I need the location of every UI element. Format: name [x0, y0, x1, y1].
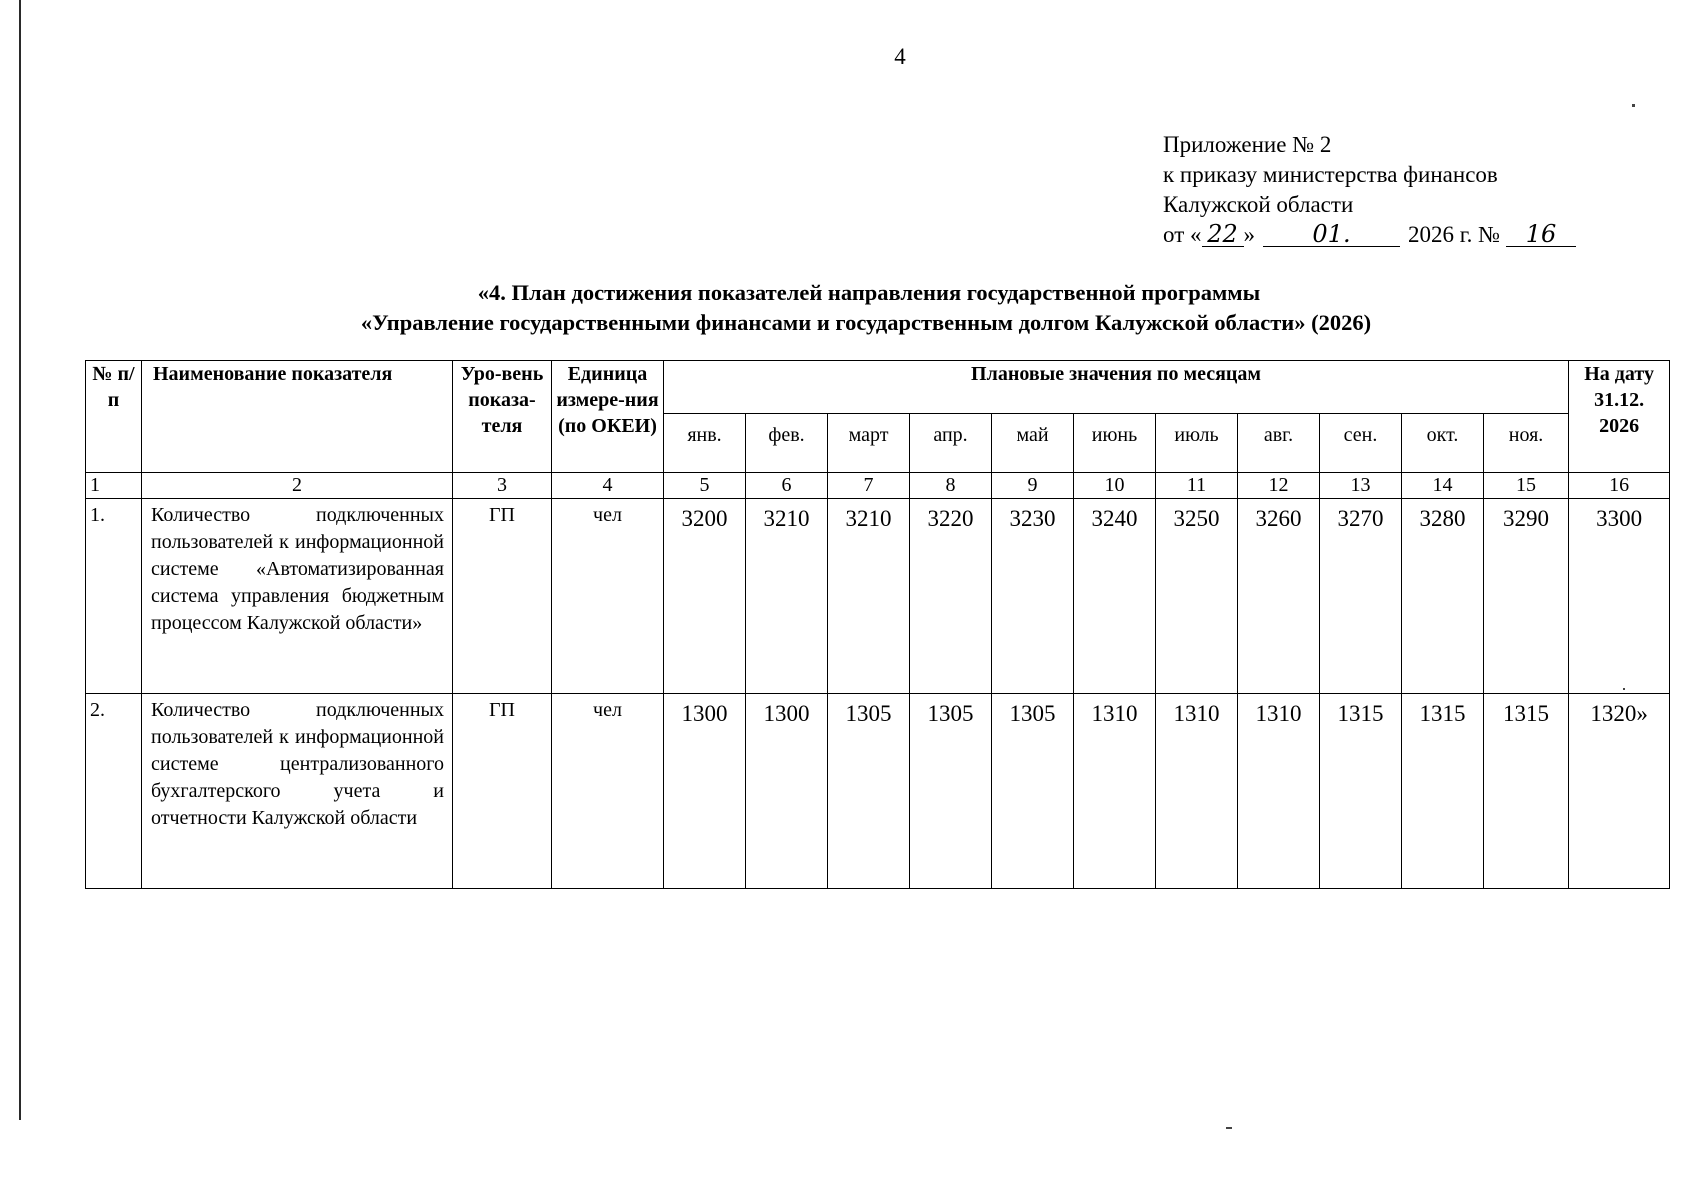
indicator-level: ГП — [453, 694, 552, 889]
date-day-close: » — [1243, 222, 1255, 247]
month-value: 1305 — [910, 694, 992, 889]
month-value: 1305 — [828, 694, 910, 889]
column-number: 10 — [1074, 473, 1156, 499]
column-number: 7 — [828, 473, 910, 499]
column-number: 4 — [552, 473, 664, 499]
column-number: 13 — [1320, 473, 1402, 499]
column-number: 16 — [1569, 473, 1670, 499]
page-number: 4 — [894, 44, 906, 69]
indicator-level: ГП — [453, 499, 552, 694]
column-number: 15 — [1484, 473, 1569, 499]
table-row — [86, 499, 1670, 694]
appendix-line3: Калужской области — [1163, 192, 1354, 217]
date-prefix: от « — [1163, 222, 1202, 247]
column-number: 9 — [992, 473, 1074, 499]
month-value: 3220 — [910, 499, 992, 694]
handwritten-month: 01. — [1263, 222, 1400, 247]
month-value: 3270 — [1320, 499, 1402, 694]
month-header: март — [828, 414, 910, 473]
indicator-unit: чел — [552, 694, 664, 889]
month-value: 3280 — [1402, 499, 1484, 694]
month-header: май — [992, 414, 1074, 473]
appendix-line1: Приложение № 2 — [1163, 132, 1332, 157]
indicator-name: Количество подключенных пользователей к информационной системе централизованного бухгалтерского учета и отчетности Калужской области — [142, 694, 453, 889]
appendix-line2: к приказу министерства финансов — [1163, 162, 1498, 187]
indicator-name: Количество подключенных пользователей к информационной системе «Автоматизированная система управления бюджетным процессом Калужской области» — [142, 499, 453, 694]
header-unit: Единица измере-ния (по ОКЕИ) — [552, 361, 664, 473]
month-header: июнь — [1074, 414, 1156, 473]
row-number: 2. — [86, 694, 142, 889]
appendix-block — [1163, 130, 1576, 250]
month-value: 1300 — [664, 694, 746, 889]
title-line1: «4. План достижения показателей направления государственной программы — [477, 280, 1261, 305]
month-value: 1310 — [1074, 694, 1156, 889]
appendix-date-line — [1163, 220, 1576, 250]
month-value: 3250 — [1156, 499, 1238, 694]
column-number: 6 — [746, 473, 828, 499]
month-header: янв. — [664, 414, 746, 473]
handwritten-day: 22 — [1202, 222, 1244, 247]
table-row — [86, 694, 1670, 889]
month-value: 1315 — [1320, 694, 1402, 889]
end-value: 1320» — [1569, 694, 1670, 889]
month-header: апр. — [910, 414, 992, 473]
month-value: 1315 — [1484, 694, 1569, 889]
column-number: 2 — [142, 473, 453, 499]
indicator-unit: чел — [552, 499, 664, 694]
header-num: № п/п — [86, 361, 142, 473]
plan-table — [85, 360, 1670, 889]
date-year: 2026 г. № — [1408, 222, 1501, 247]
handwritten-order-number: 16 — [1506, 222, 1576, 247]
scan-speck — [1632, 104, 1635, 107]
column-number: 8 — [910, 473, 992, 499]
month-value: 1315 — [1402, 694, 1484, 889]
title-line2: «Управление государственными финансами и государственным долгом Калужской области» (2026) — [360, 310, 1372, 335]
column-number: 11 — [1156, 473, 1238, 499]
month-header: окт. — [1402, 414, 1484, 473]
scan-speck — [1226, 1127, 1232, 1129]
month-value: 1300 — [746, 694, 828, 889]
month-header: ноя. — [1484, 414, 1569, 473]
month-value: 1310 — [1156, 694, 1238, 889]
column-number: 14 — [1402, 473, 1484, 499]
month-value: 1305 — [992, 694, 1074, 889]
scan-margin-line — [19, 0, 21, 1120]
document-title — [0, 278, 1690, 338]
month-header: авг. — [1238, 414, 1320, 473]
month-value: 3210 — [828, 499, 910, 694]
month-value: 3210 — [746, 499, 828, 694]
end-value: 3300 — [1569, 499, 1670, 694]
month-value: 3200 — [664, 499, 746, 694]
row-number: 1. — [86, 499, 142, 694]
column-number: 3 — [453, 473, 552, 499]
month-header: фев. — [746, 414, 828, 473]
month-value: 3240 — [1074, 499, 1156, 694]
month-header: сен. — [1320, 414, 1402, 473]
month-value: 3230 — [992, 499, 1074, 694]
column-number: 1 — [86, 473, 142, 499]
column-number: 12 — [1238, 473, 1320, 499]
column-number: 5 — [664, 473, 746, 499]
month-value: 3290 — [1484, 499, 1569, 694]
month-value: 1310 — [1238, 694, 1320, 889]
header-end-date: На дату 31.12. 2026 — [1569, 361, 1670, 473]
month-header: июль — [1156, 414, 1238, 473]
header-plan: Плановые значения по месяцам — [664, 361, 1569, 414]
header-name: Наименование показателя — [142, 361, 453, 473]
month-value: 3260 — [1238, 499, 1320, 694]
header-level: Уро-вень показа-теля — [453, 361, 552, 473]
